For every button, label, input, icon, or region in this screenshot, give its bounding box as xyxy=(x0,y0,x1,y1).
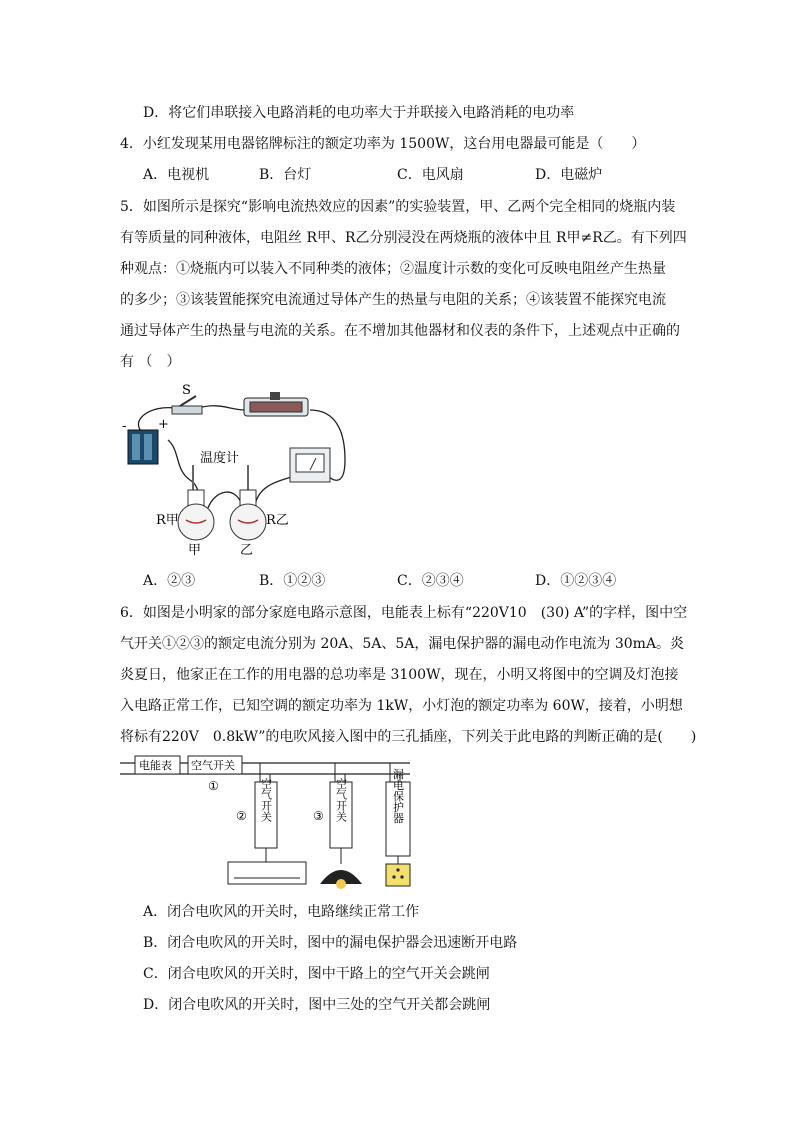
q5-line-5: 通过导体产生的热量与电流的关系。在不增加其他器材和仪表的条件下，上述观点中正确的 xyxy=(120,323,680,339)
flask-a-icon xyxy=(178,490,214,540)
ammeter-icon xyxy=(290,448,330,482)
air-conditioner-icon xyxy=(228,862,306,884)
meter-label: 电能表 xyxy=(139,759,172,772)
branch2-switch-label: 空气开关 xyxy=(259,778,273,822)
circuit-number-2: ② xyxy=(236,809,247,823)
q5-option-a: A．②③ xyxy=(143,573,196,589)
q5-option-b: B．①②③ xyxy=(259,573,326,589)
branch3-switch-label: 空气开关 xyxy=(334,778,348,822)
q6-option-b: B．闭合电吹风的开关时，图中的漏电保护器会迅速断开电路 xyxy=(143,935,518,951)
q4-option-d: D．电磁炉 xyxy=(535,167,603,183)
battery-icon xyxy=(128,430,158,464)
flask-yi-label: 乙 xyxy=(240,543,254,558)
battery-minus-label: - xyxy=(122,419,127,434)
q5-line-2: 有等质量的同种液体，电阻丝 R甲、R乙分别浸没在两烧瓶的液体中且 R甲≠R乙。有下列四 xyxy=(120,230,687,246)
q6-line-5: 将标有220V 0.8kW”的电吹风接入图中的三孔插座，下列关于此电路的判断正确的是( ) xyxy=(120,729,697,745)
r-jia-label: R甲 xyxy=(156,513,179,528)
main-switch-label: 空气开关 xyxy=(191,759,235,772)
q6-option-c: C．闭合电吹风的开关时，图中干路上的空气开关会跳闸 xyxy=(143,966,490,982)
q5-line-4: 的多少；③该装置能探究电流通过导体产生的热量与电阻的关系；④该装置不能探究电流 xyxy=(120,292,666,308)
flask-b-icon xyxy=(230,490,266,540)
rheostat-icon xyxy=(244,392,308,416)
flask-jia-label: 甲 xyxy=(188,543,202,558)
switch-icon xyxy=(172,396,202,414)
circuit-number-3: ③ xyxy=(313,809,324,823)
q6-circuit-figure xyxy=(120,752,420,896)
thermometer-label: 温度计 xyxy=(200,451,240,466)
battery-plus-label: + xyxy=(158,417,169,432)
socket-icon xyxy=(386,864,410,886)
q5-line-3: 种观点：①烧瓶内可以装入不同种类的液体；②温度计示数的变化可反映电阻丝产生热量 xyxy=(120,261,666,277)
q5-line-6: 有 （ ） xyxy=(120,354,181,370)
q6-line-2: 气开关①②③的额定电流分别为 20A、5A、5A，漏电保护器的漏电动作电流为 30mA。炎 xyxy=(120,636,685,652)
q6-line-1: 6．如图是小明家的部分家庭电路示意图，电能表上标有“220V10 (30) A”的字样，图中空 xyxy=(120,605,688,621)
q4-option-b: B．台灯 xyxy=(259,167,312,183)
q4-option-c: C．电风扇 xyxy=(397,167,464,183)
q5-option-c: C．②③④ xyxy=(397,573,464,589)
q4-option-a: A．电视机 xyxy=(143,167,210,183)
q6-line-4: 入电路正常工作，已知空调的额定功率为 1kW，小灯泡的额定功率为 60W，接着，小明想 xyxy=(120,698,683,714)
q6-line-3: 炎夏日，他家正在工作的用电器的总功率是 3100W，现在，小明又将图中的空调及灯泡接 xyxy=(120,667,679,683)
q5-apparatus-figure xyxy=(120,380,360,560)
q6-option-a: A．闭合电吹风的开关时，电路继续正常工作 xyxy=(143,904,420,920)
r-yi-label: R乙 xyxy=(266,513,289,528)
q5-line-1: 5．如图所示是探究“影响电流热效应的因素”的实验装置，甲、乙两个完全相同的烧瓶内装 xyxy=(120,199,676,215)
rcd-label: 漏电保护器 xyxy=(391,768,405,824)
q3-option-d: D．将它们串联接入电路消耗的电功率大于并联接入电路消耗的电功率 xyxy=(143,105,575,121)
circuit-number-1: ① xyxy=(208,779,219,793)
q6-option-d: D．闭合电吹风的开关时，图中三处的空气开关都会跳闸 xyxy=(143,997,491,1013)
q5-option-d: D．①②③④ xyxy=(535,573,617,589)
switch-label: S xyxy=(182,383,191,398)
q4-stem: 4．小红发现某用电器铭牌标注的额定功率为 1500W，这台用电器最可能是（ ） xyxy=(120,136,646,152)
